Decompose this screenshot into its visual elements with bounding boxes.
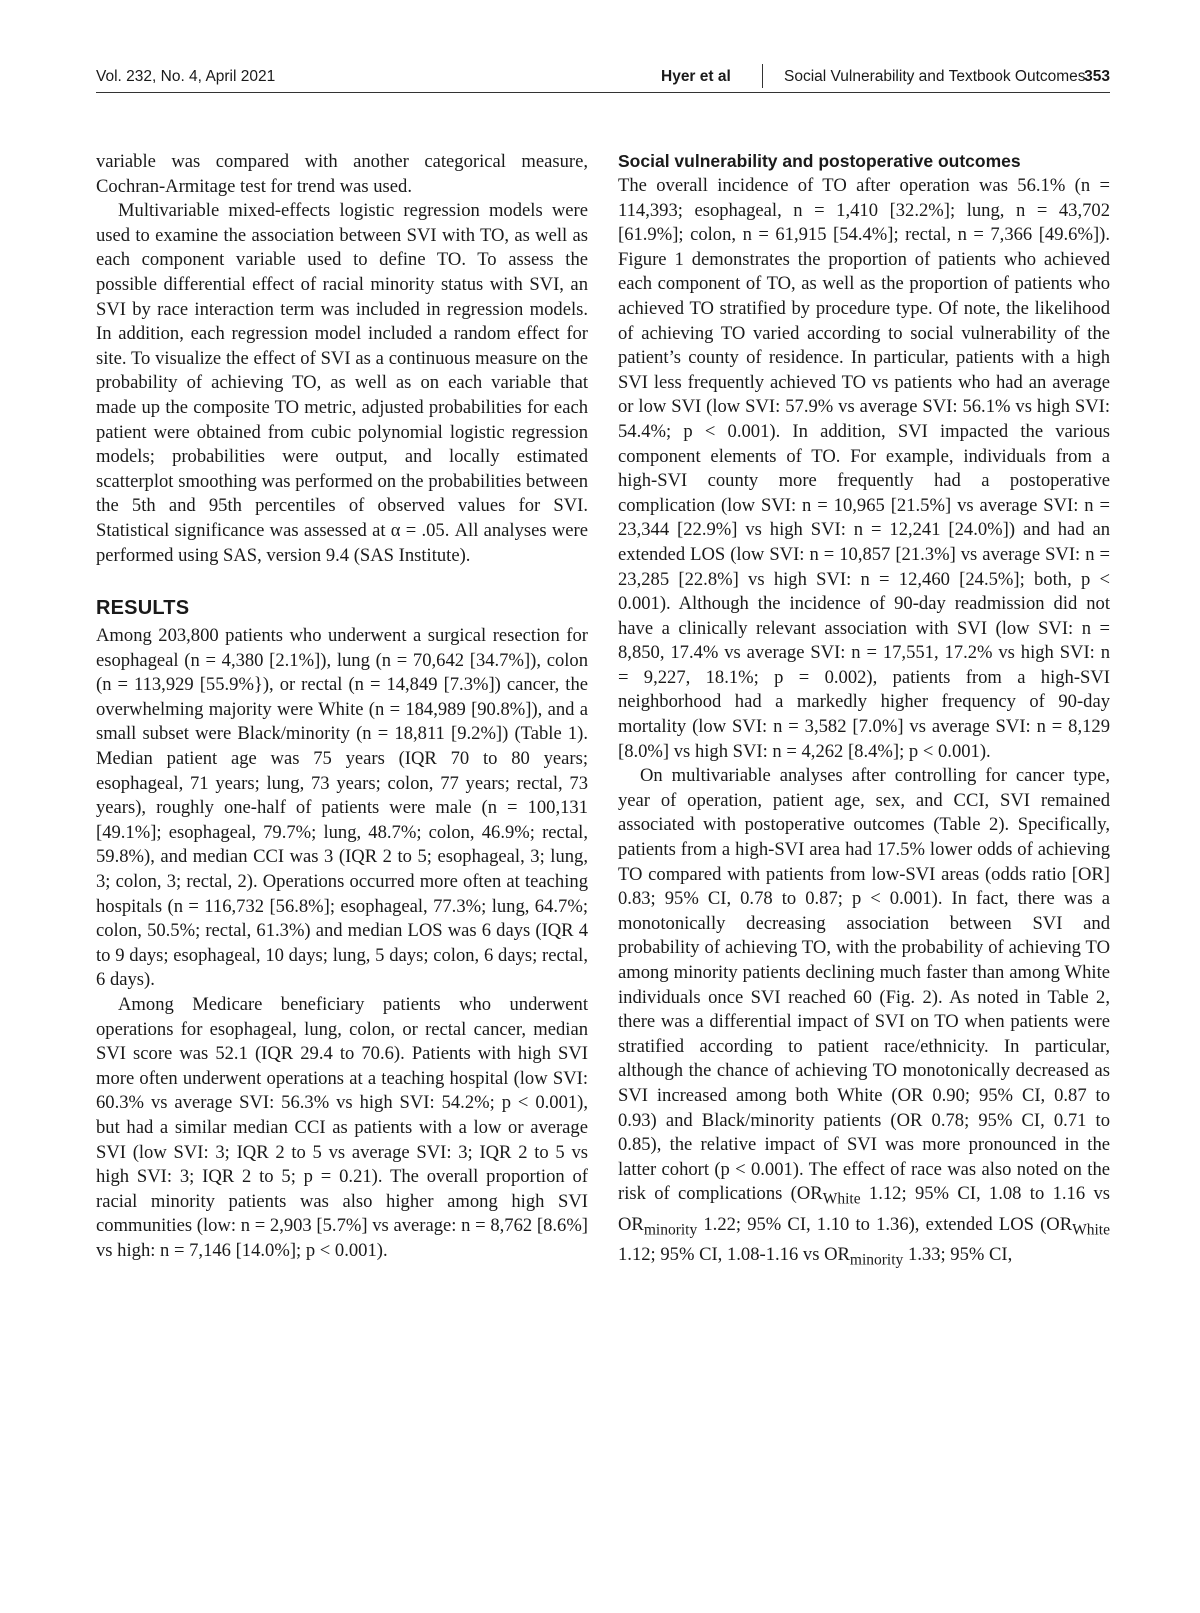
- journal-volume: Vol. 232, No. 4, April 2021: [96, 68, 276, 85]
- multivariable-text-e: 1.33; 95% CI,: [903, 1243, 1013, 1265]
- running-title: Social Vulnerability and Textbook Outcomes: [784, 68, 1086, 85]
- subscript-minority: minority: [849, 1251, 904, 1269]
- header-divider: [762, 64, 763, 88]
- running-header: [96, 62, 1110, 93]
- right-column: [618, 150, 1110, 1273]
- multivariable-text-b: 1.12; 95% CI, 1.08 to 1.16 vs OR: [618, 1183, 1110, 1235]
- subsection-heading: Social vulnerability and postoperative outcomes: [618, 151, 1021, 171]
- paragraph-svi-characteristics: Among Medicare beneficiary patients who underwent operations for esophageal, lung, colon, or rectal cancer, median SVI score was 52.1 (IQR 29.4 to 70.6). Patients with high SVI more often underwent operations at a teaching hospital (low SVI: 60.3% vs average SVI: 56.3% vs high SVI: 54.2%; p < 0.001), but had a similar median CCI as patients with a low or average SVI (low SVI: 3; IQR 2 to 5 vs average SVI: 3; IQR 2 to 5 vs high SVI: 3; IQR 2 to 5; p = 0.21). The overall proportion of racial minority patients was also higher among high SVI communities (low: n = 2,903 [5.7%] vs average: n = 8,762 [8.6%] vs high: n = 7,146 [14.0%]; p < 0.001).: [96, 994, 588, 1261]
- multivariable-text-d: 1.12; 95% CI, 1.08-1.16 vs OR: [618, 1243, 850, 1265]
- multivariable-text-c: 1.22; 95% CI, 1.10 to 1.36), extended LOS (OR: [697, 1213, 1073, 1235]
- paragraph-methods-end: variable was compared with another categorical measure, Cochran-Armitage test for trend was used.: [96, 151, 588, 197]
- paragraph-cohort-description: Among 203,800 patients who underwent a surgical resection for esophageal (n = 4,380 [2.1%]), lung (n = 70,642 [34.7%]), colon (n = 113,929 [55.9%}), or rectal (n = 14,849 [7.3%]) cancer, the overwhelming majority were White (n = 184,989 [90.8%]), and a small subset were Black/minority (n = 18,811 [9.2%]) (Table 1). Median patient age was 75 years (IQR 70 to 80 years; esophageal, 71 years; lung, 73 years; colon, 77 years; rectal, 73 years), roughly one-half of patients were male (n = 100,131 [49.1%]; esophageal, 79.7%; lung, 48.7%; colon, 46.9%; rectal, 59.8%), and median CCI was 3 (IQR 2 to 5; esophageal, 3; lung, 3; colon, 3; rectal, 2). Operations occurred more often at teaching hospitals (n = 116,732 [56.8%]; esophageal, 77.3%; lung, 64.7%; colon, 50.5%; rectal, 61.3%) and median LOS was 6 days (IQR 4 to 9 days; esophageal, 10 days; lung, 5 days; colon, 6 days; rectal, 6 days).: [96, 625, 588, 991]
- paragraph-to-incidence: The overall incidence of TO after operation was 56.1% (n = 114,393; esophageal, n = 1,410 [32.2%]; lung, n = 43,702 [61.9%]; colon, n = 61,915 [54.4%]; rectal, n = 7,366 [49.6%]). Figure 1 demonstrates the proportion of patients who achieved each component of TO, as well as the proportion of patients who achieved TO stratified by procedure type. Of note, the likelihood of achieving TO varied according to social vulnerability of the patient’s county of residence. In particular, patients with a high SVI less frequently achieved TO vs patients who had an average or low SVI (low SVI: 57.9% vs average SVI: 56.1% vs high SVI: 54.4%; p < 0.001). In addition, SVI impacted the various component elements of TO. For example, individuals from a high-SVI county more frequently had a postoperative complication (low SVI: n = 10,965 [21.5%] vs average SVI: n = 23,344 [22.9%] vs high SVI: n = 12,241 [24.0%]) and had an extended LOS (low SVI: n = 10,857 [21.3%] vs average SVI: n = 23,285 [22.8%] vs high SVI: n = 12,460 [24.5%]; both, p < 0.001). Although the incidence of 90-day readmission did not have a clinically relevant association with SVI (low SVI: n = 8,850, 17.4% vs average SVI: n = 17,551, 17.2% vs high SVI: n = 9,227, 18.1%; p = 0.002), patients from a high-SVI neighborhood had a markedly higher frequency of 90-day mortality (low SVI: n = 3,582 [7.0%] vs average SVI: n = 8,129 [8.0%] vs high SVI: n = 4,262 [8.4%]; p < 0.001).: [618, 175, 1110, 762]
- results-heading: RESULTS: [96, 597, 190, 620]
- page-number: 353: [1084, 68, 1110, 85]
- subscript-white: White: [1072, 1221, 1110, 1239]
- paragraph-multivariable-analyses: [618, 764, 1110, 1273]
- subscript-minority: minority: [643, 1221, 698, 1239]
- left-column: [96, 150, 588, 1264]
- multivariable-text: On multivariable analyses after controlling for cancer type, year of operation, patient age, sex, and CCI, SVI remained associated with postoperative outcomes (Table 2). Specifically, patients from a high-SVI area had 17.5% lower odds of achieving TO compared with patients from low-SVI areas (odds ratio [OR] 0.83; 95% CI, 0.78 to 0.87; p < 0.001). In fact, there was a monotonically decreasing association between SVI and probability of achieving TO, with the probability of achieving TO among minority patients declining much faster than among White individuals once SVI reached 60 (Fig. 2). As noted in Table 2, there was a differential impact of SVI on TO when patients were stratified according to patient race/ethnicity. In particular, although the chance of achieving TO monotonically decreased as SVI increased among both White (OR 0.90; 95% CI, 0.87 to 0.93) and Black/minority patients (OR 0.78; 95% CI, 0.71 to 0.85), the relative impact of SVI was more pronounced in the latter cohort (p < 0.001). The effect of race was also noted on the risk of complications (OR: [618, 765, 1110, 1205]
- subscript-white: White: [822, 1191, 861, 1209]
- paragraph-regression-models: Multivariable mixed-effects logistic regression models were used to examine the association between SVI with TO, as well as each component variable used to define TO. To assess the possible differential effect of racial minority status with SVI, an SVI by race interaction term was included in regression models. In addition, each regression model included a random effect for site. To visualize the effect of SVI as a continuous measure on the probability of achieving TO, as well as on each variable that made up the composite TO metric, adjusted probabilities for each patient were obtained from cubic polynomial logistic regression models; probabilities were output, and locally estimated scatterplot smoothing was performed on the probabilities between the 5th and 95th percentiles of observed values for SVI. Statistical significance was assessed at α = .05. All analyses were performed using SAS, version 9.4 (SAS Institute).: [96, 200, 588, 566]
- running-authors: Hyer et al: [661, 68, 731, 85]
